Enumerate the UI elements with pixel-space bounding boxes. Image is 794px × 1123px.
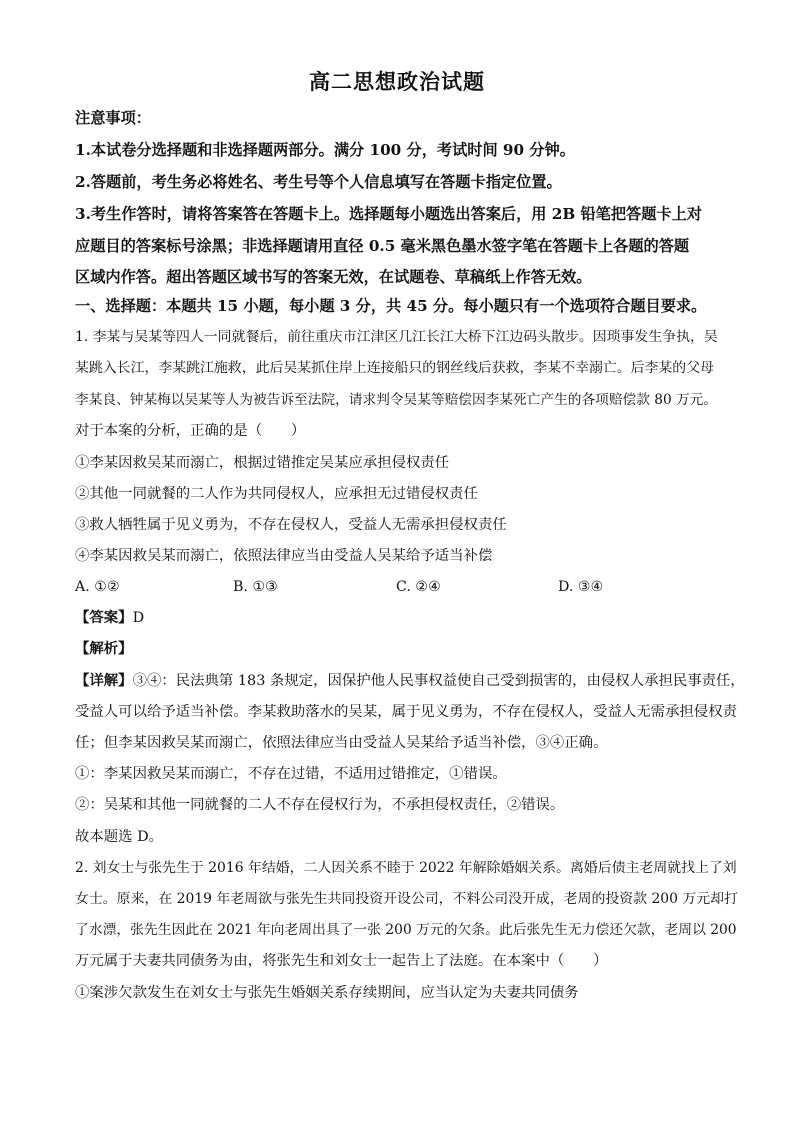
q1-statement-4: ④李某因救吴某而溺亡，依照法律应当由受益人吴某给予适当补偿 bbox=[75, 548, 493, 564]
page-title: 高二思想政治试题 bbox=[309, 69, 485, 94]
q1-option-b: B. ①③ bbox=[233, 579, 278, 595]
q2-stem-line-1: 2. 刘女士与张先生于 2016 年结婚，二人因关系不睦于 2022 年解除婚姻关系。离婚后债主老周就找上了刘 bbox=[75, 860, 737, 876]
q1-conclusion: 故本题选 D。 bbox=[75, 829, 164, 845]
notice-item-3-line-3: 区域内作答。超出答题区域书写的答案无效，在试题卷、草稿纸上作答无效。 bbox=[75, 268, 592, 286]
q1-stem-line-4: 对于本案的分析，正确的是（ ） bbox=[75, 423, 306, 439]
q1-stem-line-1: 1. 李某与吴某等四人一同就餐后，前往重庆市江津区几江长江大桥下江边码头散步。因琐事发生争执，吴 bbox=[75, 329, 718, 345]
q1-detail-line-3: 任；但李某因救吴某而溺亡，依照法律应当由受益人吴某给予适当补偿，③④正确。 bbox=[75, 735, 608, 751]
notice-item-3-line-1: 3.考生作答时，请将答案答在答题卡上。选择题每小题选出答案后，用 2B 铅笔把答题卡上对 bbox=[75, 205, 702, 223]
notice-item-3-line-2: 应题目的答案标号涂黑；非选择题请用直径 0.5 毫米黑色墨水签字笔在答题卡上各题的答题 bbox=[75, 237, 690, 255]
answer-tag: 【答案】 bbox=[75, 609, 133, 626]
q2-stem-line-4: 万元属于夫妻共同债务为由，将张先生和刘女士一起告上了法庭。在本案中（ ） bbox=[75, 953, 608, 969]
q1-detail-line-5: ②：吴某和其他一同就餐的二人不存在侵权行为，不承担侵权责任，②错误。 bbox=[75, 797, 565, 813]
q1-detail-line-4: ①：李某因救吴某而溺亡，不存在过错，不适用过错推定，①错误。 bbox=[75, 766, 507, 782]
answer-value: D bbox=[132, 610, 145, 626]
q2-stem-line-2: 女士。原来，在 2019 年老周欲与张先生共同投资开设公司，不料公司没开成，老周的投资款 200 万元却打 bbox=[75, 891, 738, 907]
notice-item-2: 2.答题前，考生务必将姓名、考生号等个人信息填写在答题卡指定位置。 bbox=[75, 173, 562, 191]
q1-detail-line-2: 受益人可以给予适当补偿。李某救助落水的吴某，属于见义勇为，不存在侵权人，受益人无需承担侵权责 bbox=[75, 704, 737, 720]
notice-heading: 注意事项： bbox=[75, 109, 151, 127]
q1-option-d: D. ③④ bbox=[558, 579, 604, 595]
q1-option-a: A. ①② bbox=[75, 579, 120, 595]
notice-item-1: 1.本试卷分选择题和非选择题两部分。满分 100 分，考试时间 90 分钟。 bbox=[75, 141, 575, 159]
q2-statement-1: ①案涉欠款发生在刘女士与张先生婚姻关系存续期间，应当认定为夫妻共同债务 bbox=[75, 985, 579, 1001]
detail-text: ③④：民法典第 183 条规定，因保护他人民事权益使自己受到损害的，由侵权人承担民事责任， bbox=[132, 673, 745, 689]
q1-statement-3: ③救人牺牲属于见义勇为，不存在侵权人，受益人无需承担侵权责任 bbox=[75, 517, 507, 533]
q1-answer-line bbox=[75, 608, 735, 628]
q1-stem-line-2: 某跳入长江，李某跳江施救，此后吴某抓住岸上连接船只的钢丝线后获救，李某不幸溺亡。后李某的父母 bbox=[75, 360, 714, 376]
q1-option-c: C. ②④ bbox=[396, 579, 441, 595]
detail-tag: 【详解】 bbox=[75, 672, 133, 689]
q1-detail-line-1 bbox=[75, 671, 745, 691]
q1-statement-2: ②其他一同就餐的二人作为共同侵权人，应承担无过错侵权责任 bbox=[75, 486, 478, 502]
q1-statement-1: ①李某因救吴某而溺亡，根据过错推定吴某应承担侵权责任 bbox=[75, 455, 450, 471]
q1-stem-line-3: 李某良、钟某梅以吴某等人为被告诉至法院，请求判令吴某等赔偿因李某死亡产生的各项赔偿款 80 万元。 bbox=[75, 392, 718, 408]
q1-analysis-tag bbox=[75, 639, 735, 659]
section-heading: 一、选择题：本题共 15 小题，每小题 3 分，共 45 分。每小题只有一个选项符合题目要求。 bbox=[75, 297, 707, 315]
q2-stem-line-3: 了水漂，张先生因此在 2021 年向老周出具了一张 200 万元的欠条。此后张先生无力偿还欠款，老周以 200 bbox=[75, 922, 737, 938]
analysis-tag: 【解析】 bbox=[75, 640, 133, 657]
